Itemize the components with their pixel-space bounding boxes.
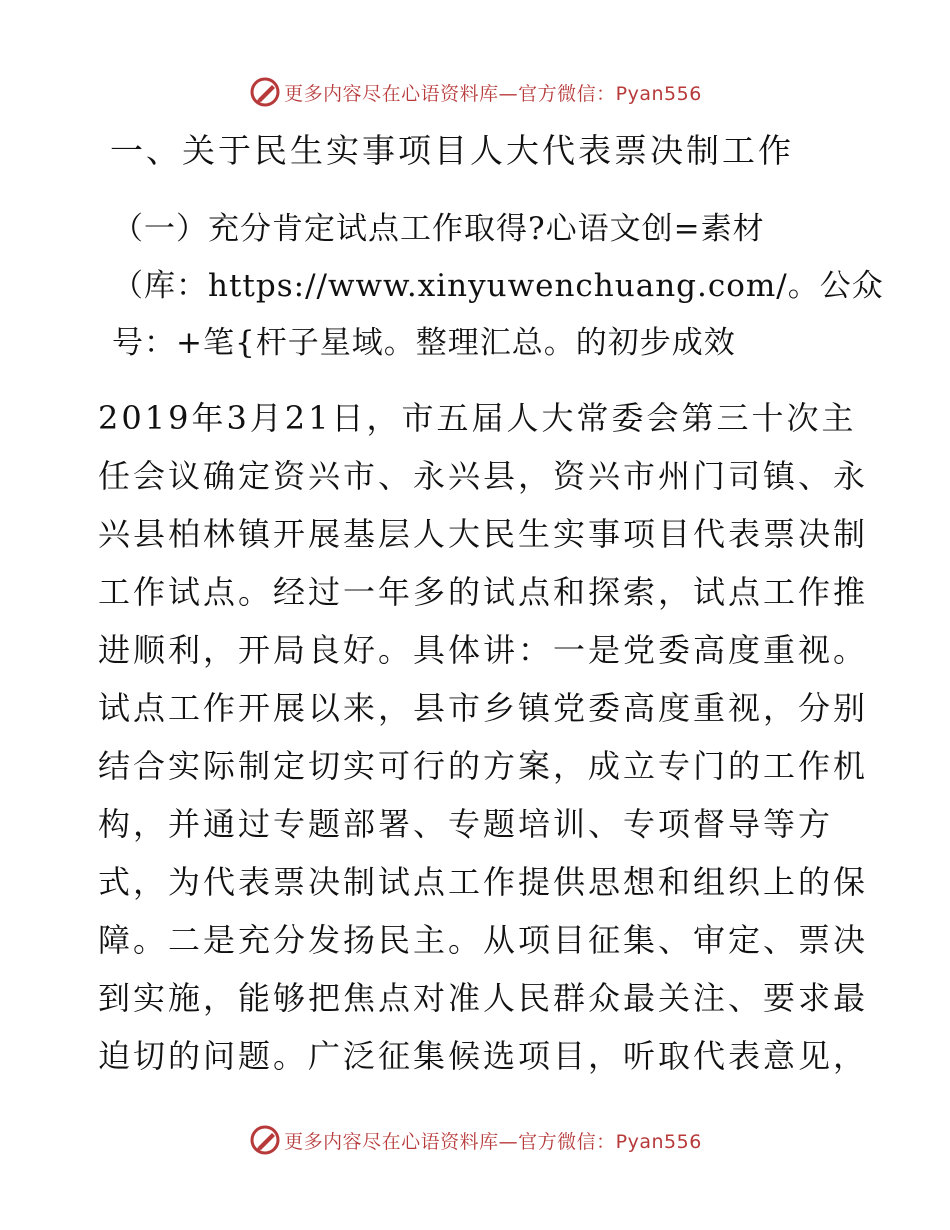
body-line: 式，为代表票决制试点工作提供思想和组织上的保: [98, 863, 869, 901]
body-line: 进顺利，开局良好。具体讲：一是党委高度重视。: [98, 631, 869, 669]
body-line: 构，并通过专题部署、专题培训、专项督导等方: [98, 805, 834, 843]
body-line: 障。二是充分发扬民主。从项目征集、审定、票决: [98, 921, 869, 959]
body-line: 工作试点。经过一年多的试点和探索，试点工作推: [98, 573, 869, 611]
body-line: 迫切的问题。广泛征集候选项目，听取代表意见，: [98, 1037, 869, 1075]
subheading-line: （一）充分肯定试点工作取得?心语文创=素材: [112, 211, 765, 247]
subheading-line: 号：+笔{杆子星域。整理汇总。的初步成效: [112, 325, 736, 361]
pen-logo-icon: [248, 1123, 282, 1157]
body-line: 结合实际制定切实可行的方案，成立专门的工作机: [98, 747, 869, 785]
body-line: 到实施，能够把焦点对准人民群众最关注、要求最: [98, 979, 869, 1017]
body-line: 任会议确定资兴市、永兴县，资兴市州门司镇、永: [98, 457, 869, 495]
watermark-text: 更多内容尽在心语资料库—官方微信：Pyan556: [284, 82, 702, 105]
body-line: 2019年3月21日，市五届人大常委会第三十次主: [98, 399, 857, 437]
pen-logo-icon: [248, 75, 282, 109]
header-watermark: [0, 72, 950, 112]
section-heading: 一、关于民生实事项目人大代表票决制工作: [110, 131, 794, 170]
footer-watermark: [0, 1120, 950, 1160]
body-line: 兴县柏林镇开展基层人大民生实事项目代表票决制: [98, 515, 869, 553]
body-line: 试点工作开展以来，县市乡镇党委高度重视，分别: [98, 689, 869, 727]
watermark-text: 更多内容尽在心语资料库—官方微信：Pyan556: [284, 1130, 702, 1153]
subheading-line: （库：https://www.xinyuwenchuang.com/。公众: [112, 268, 884, 304]
